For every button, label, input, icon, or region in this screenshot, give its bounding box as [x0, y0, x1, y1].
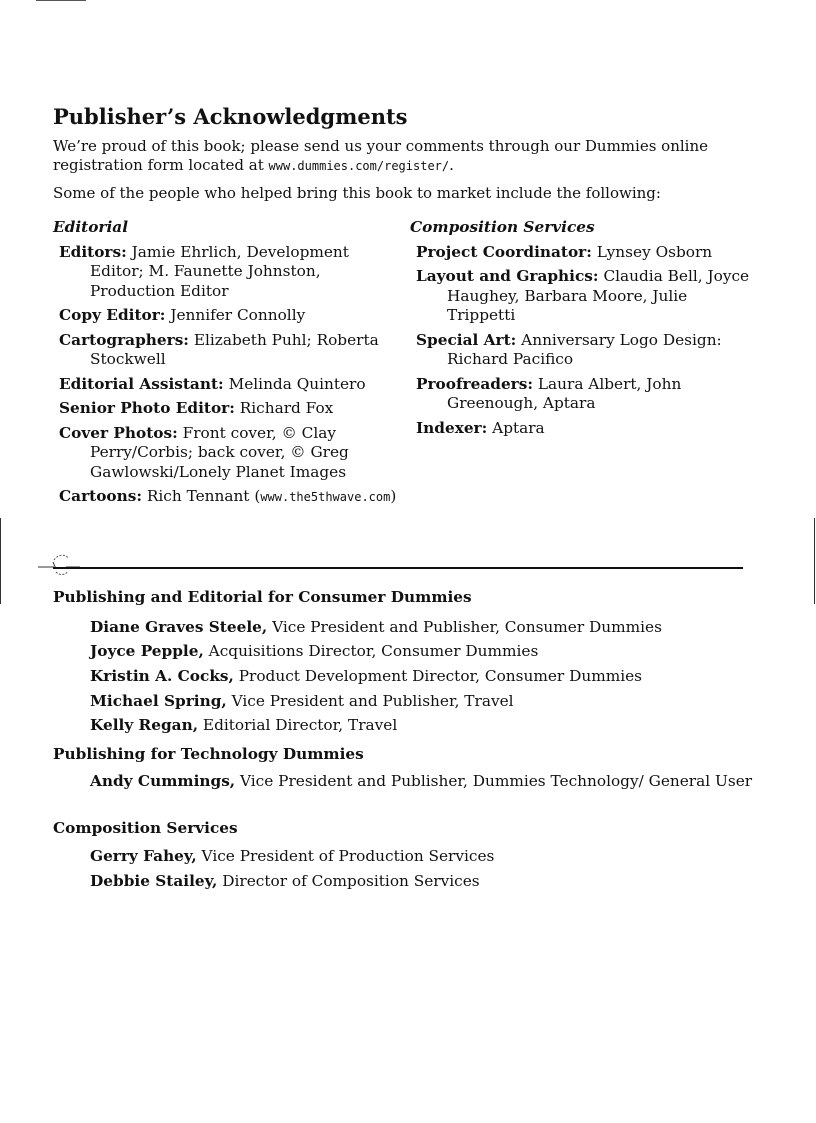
staff-name: Joyce Pepple, — [90, 642, 204, 660]
registration-url[interactable]: www.dummies.com/register/ — [268, 159, 450, 173]
credit-names: Jennifer Connolly — [170, 306, 306, 324]
intro-end: . — [449, 156, 454, 174]
edge-mark-right — [814, 518, 815, 604]
staff-name: Debbie Stailey, — [90, 872, 218, 890]
credit-role: Copy Editor: — [59, 306, 166, 324]
credit-role: Special Art: — [416, 330, 517, 349]
logo-mark-icon — [36, 550, 82, 578]
composition-column — [410, 218, 756, 443]
staff-name: Diane Graves Steele, — [90, 618, 268, 636]
credit-entry — [416, 419, 756, 439]
credit-role: Indexer: — [416, 418, 488, 437]
editorial-column — [53, 218, 399, 513]
top-rule — [36, 0, 86, 1]
section-heading: Publishing for Technology Dummies — [53, 745, 364, 763]
credit-entry — [416, 331, 756, 370]
staff-entry — [90, 618, 762, 638]
credit-names: Jamie Ehrlich, Development Editor; M. Faunette Johnston, Production Editor — [90, 242, 349, 300]
credit-names: Aptara — [492, 418, 545, 437]
credit-names: Richard Fox — [239, 399, 334, 417]
credit-role: Editorial Assistant: — [59, 374, 224, 393]
credit-role: Layout and Graphics: — [416, 267, 599, 285]
credit-role: Proofreaders: — [416, 374, 533, 393]
credit-names: Laura Albert, John Greenough, Aptara — [447, 374, 682, 412]
credit-names: Anniversary Logo Design: Richard Pacifico — [447, 330, 722, 368]
section-consumer — [53, 588, 753, 734]
credit-entry — [416, 243, 756, 263]
credit-entry — [416, 375, 756, 414]
staff-entry — [90, 772, 762, 792]
credit-role: Project Coordinator: — [416, 242, 592, 261]
composition-heading: Composition Services — [410, 218, 595, 236]
credit-names: Front cover, © Clay Perry/Corbis; back cover, © Greg Gawlowski/Lonely Planet Images — [90, 423, 349, 481]
credit-names: Melinda Quintero — [228, 374, 366, 393]
cartoon-url[interactable]: www.the5thwave.com — [260, 490, 391, 504]
staff-entry — [90, 642, 762, 662]
cartoon-url-close: ) — [390, 487, 397, 505]
section-technology — [53, 745, 753, 790]
staff-title: Acquisitions Director, Consumer Dummies — [208, 642, 539, 660]
credit-entry — [416, 267, 756, 326]
cartoon-url-open: ( — [254, 487, 261, 505]
staff-name: Kristin A. Cocks, — [90, 667, 234, 685]
credit-entry — [59, 243, 399, 302]
section-composition — [53, 819, 753, 890]
staff-title: Director of Composition Services — [222, 872, 480, 890]
staff-title: Editorial Director, Travel — [202, 716, 398, 734]
intro-paragraph-2: Some of the people who helped bring this book to market include the following: — [53, 184, 661, 202]
staff-name: Gerry Fahey, — [90, 847, 197, 865]
credit-names: Elizabeth Puhl; Roberta Stockwell — [90, 330, 379, 368]
credit-entry — [59, 487, 399, 508]
staff-title: Vice President and Publisher, Travel — [231, 692, 514, 710]
section-heading: Composition Services — [53, 819, 238, 837]
staff-title: Vice President and Publisher, Consumer Dummies — [272, 618, 662, 636]
staff-entry — [90, 847, 762, 867]
credit-role: Cartoons: — [59, 487, 142, 505]
credit-entry — [59, 306, 399, 326]
page-title: Publisher’s Acknowledgments — [53, 104, 408, 129]
section-divider — [53, 567, 743, 569]
credit-entry — [59, 331, 399, 370]
credit-role: Senior Photo Editor: — [59, 399, 235, 417]
credit-entry — [59, 424, 399, 483]
credit-role: Editors: — [59, 242, 127, 261]
staff-entry — [90, 692, 762, 712]
credit-names: Rich Tennant — [146, 487, 250, 505]
credit-role: Cover Photos: — [59, 423, 178, 442]
credit-names: Claudia Bell, Joyce Haughey, Barbara Moore, Julie Trippetti — [447, 267, 750, 324]
staff-entry — [90, 872, 762, 892]
staff-name: Andy Cummings, — [90, 772, 236, 790]
staff-name: Kelly Regan, — [90, 716, 199, 734]
credit-role: Cartographers: — [59, 330, 189, 349]
staff-entry — [90, 716, 762, 736]
staff-title: Vice President and Publisher, Dummies Technology/ General User — [240, 772, 753, 790]
credit-entry — [59, 399, 399, 419]
intro-paragraph — [53, 137, 753, 176]
section-heading: Publishing and Editorial for Consumer Dummies — [53, 588, 472, 606]
intro-text: We’re proud of this book; please send us your comments through our Dummies online registration form located at — [53, 137, 708, 174]
staff-entry — [90, 667, 762, 687]
editorial-heading: Editorial — [53, 218, 129, 236]
staff-title: Vice President of Production Services — [201, 847, 495, 865]
credit-names: Lynsey Osborn — [596, 242, 713, 261]
credit-entry — [59, 375, 399, 395]
staff-name: Michael Spring, — [90, 692, 227, 710]
edge-mark-left — [0, 518, 1, 604]
staff-title: Product Development Director, Consumer Dummies — [238, 667, 643, 685]
